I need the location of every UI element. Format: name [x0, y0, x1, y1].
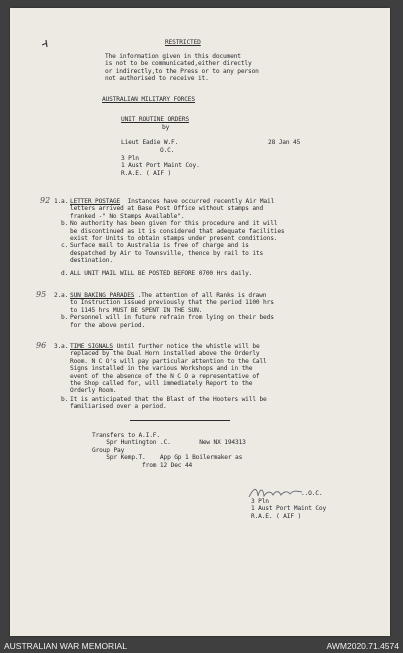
transfers-heading: Transfers to A.I.F.: [92, 432, 160, 439]
classification-heading: RESTRICTED: [165, 39, 201, 46]
section-1c-line-3: destination.: [70, 257, 113, 265]
restriction-notice-line-4: not authorised to receive it.: [105, 75, 209, 83]
force-heading: AUSTRALIAN MILITARY FORCES: [102, 96, 195, 103]
section-2b-line-2: for the above period.: [70, 321, 146, 329]
section-3b-line-1: It is anticipated that the Blast of the Hooters will be: [70, 396, 267, 403]
section-3a-line-5: event of the absence of the N C O a representative of: [70, 372, 260, 380]
section-3a-heading: TIME SIGNALS: [70, 343, 113, 350]
section-2a-letter: a.: [61, 292, 69, 299]
document-page: [10, 8, 390, 636]
section-1b-letter: b.: [61, 220, 69, 228]
footer-institution: AUSTRALIAN WAR MEMORIAL: [4, 641, 127, 651]
section-2a-line-2: to Instruction issued previously that the period 1100 hrs: [70, 299, 274, 307]
section-2b-letter: b.: [61, 314, 69, 322]
section-2-number: 2.: [54, 292, 62, 299]
group-pay-line-1: Spr Kemp.T. App Gp 1 Boilermaker as: [92, 454, 243, 462]
section-1a-heading: LETTER POSTAGE: [70, 198, 121, 205]
section-2b-line-1: Personnel will in future refrain from lying on their beds: [70, 314, 274, 322]
section-1-number: 1.: [54, 198, 62, 205]
section-1b-line-3: exist for Units to obtain stamps under present conditions.: [70, 235, 278, 242]
margin-note-section-3: 96: [36, 341, 47, 350]
section-1d-letter: d.: [61, 270, 69, 277]
issuer-platoon: 3 Pln: [121, 155, 139, 162]
group-pay-line-2: from 12 Dec 44: [92, 461, 193, 469]
section-1c-line-2: despatched by Air to Townsville, thence by rail to its: [70, 249, 264, 257]
section-1a-line-3: franked -" No Stamps Available".: [70, 212, 185, 220]
archive-footer: [0, 640, 403, 653]
section-3a-line-4: Signs installed in the various Workshops and in the: [70, 365, 253, 373]
section-1c-letter: c.: [61, 242, 69, 250]
section-3a-line-6: the Shop called for, will immediately Report to the: [70, 380, 253, 387]
orders-date: 28 Jan 45: [268, 139, 301, 146]
section-3a-line-7: Orderly Room.: [70, 387, 117, 395]
section-3a-line-3: Room. N C O's will pay particular attention to the Call: [70, 357, 267, 365]
orders-by: by: [162, 124, 170, 131]
restriction-notice-line-1: The information given in this document: [105, 53, 241, 60]
section-1b-line-2: be discontinued as it is considered that adequate facilities: [70, 227, 285, 235]
section-3a-line-2: replaced by the Dual Horn installed above the Orderly: [70, 350, 260, 358]
section-divider: [130, 420, 230, 421]
restriction-notice-line-3: or indirectly,to the Press or to any person: [105, 67, 259, 75]
restriction-notice-line-2: is not to be communicated,either directly: [105, 60, 252, 68]
orders-title: UNIT ROUTINE ORDERS: [121, 116, 189, 123]
group-pay-heading: Group Pay: [92, 446, 125, 454]
footer-accession-number: AWM2020.71.4574: [326, 641, 399, 651]
section-1a-line-1: Instances have occurred recently Air Mail: [124, 198, 275, 205]
section-1c-line-1: Surface mail to Australia is free of charge and is: [70, 242, 249, 250]
section-3b-letter: b.: [61, 396, 69, 403]
margin-note-section-1: 92: [40, 196, 51, 205]
margin-note-section-2: 95: [36, 290, 47, 299]
signature-unit: 1 Aust Port Maint Coy: [251, 505, 327, 513]
signature-corps: R.A.E. ( AIF ): [251, 512, 302, 520]
section-1b-line-1: No authority has been given for this procedure and it will: [70, 220, 278, 228]
section-2a-line-1: .The attention of all Ranks is drawn: [134, 292, 267, 299]
issuer-corps: R.A.E. ( AIF ): [121, 169, 172, 177]
signature-appointment: ..O.C.: [301, 490, 323, 497]
issuer-appointment: O.C.: [160, 146, 175, 154]
section-3-number: 3.: [54, 343, 62, 350]
section-1a-line-2: letters arrived at Base Post Office without stamps and: [70, 205, 264, 213]
transfers-line-1: Spr Huntington .C. New NX 194313: [92, 439, 246, 447]
signature-platoon: 3 Pln: [251, 498, 269, 505]
section-3b-line-2: familiarised over a period.: [70, 403, 167, 411]
section-2a-heading: SUN BAKING PARADES: [70, 292, 135, 299]
section-3a-letter: a.: [61, 343, 69, 350]
section-2a-line-3: to 1145 hrs MUST BE SPENT IN THE SUN.: [70, 306, 203, 314]
section-1d-line-1: ALL UNIT MAIL WILL BE POSTED BEFORE 0700 Hrs daily.: [70, 270, 253, 277]
section-1a-letter: a.: [61, 198, 69, 205]
section-3a-line-1: Until further notice the whistle will be: [113, 343, 260, 350]
issuer-unit: 1 Aust Port Maint Coy.: [121, 162, 200, 170]
handwritten-tick-mark: [40, 38, 54, 50]
issuer-name: Lieut Eadie W.F.: [121, 139, 179, 146]
